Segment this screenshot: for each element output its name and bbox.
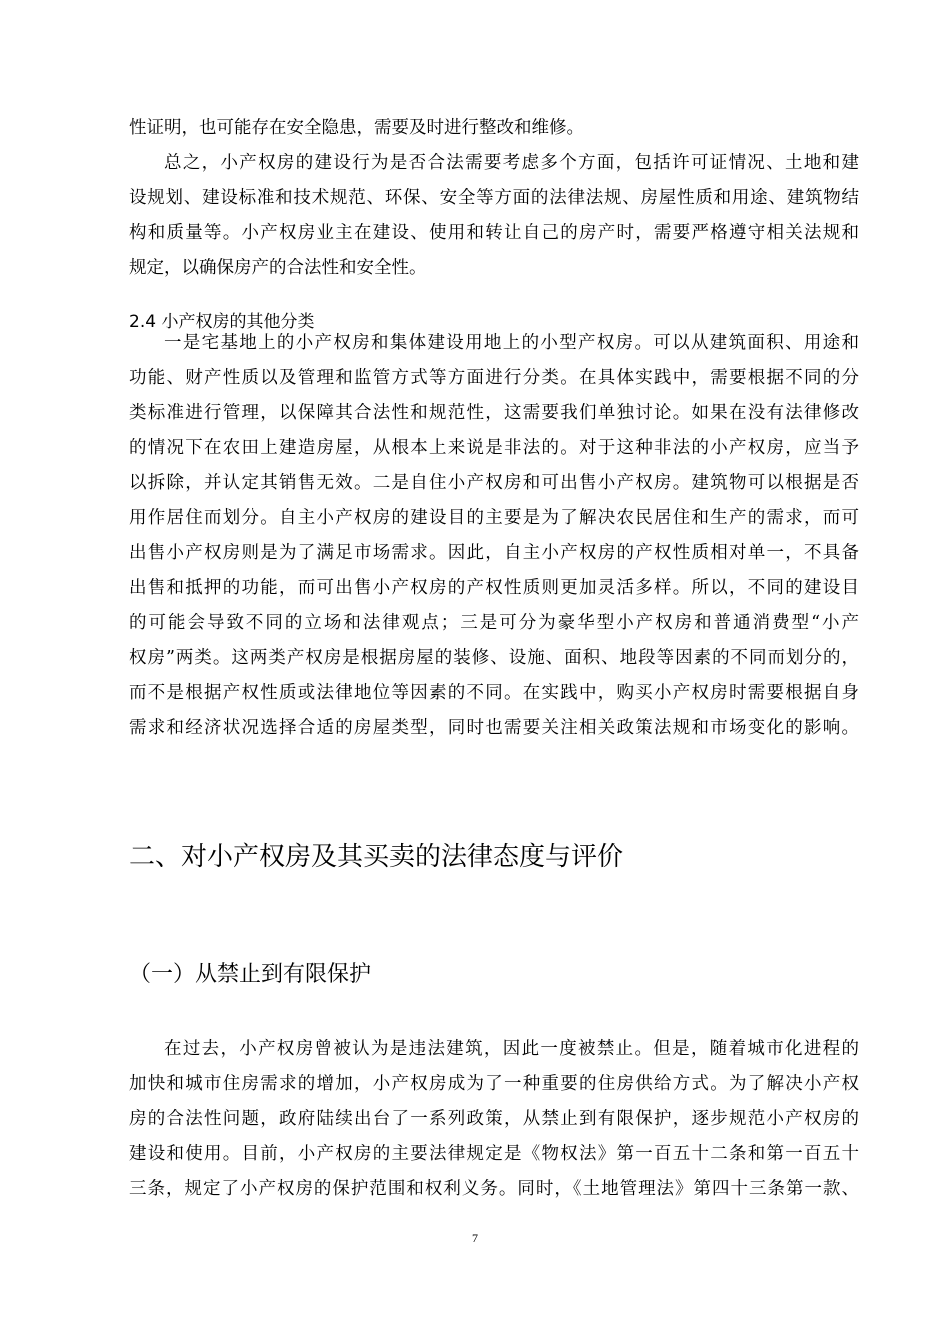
summary-line: 总之，小产权房的建设行为是否合法需要考虑多个方面，包括许可证情况、土地和建 bbox=[164, 153, 859, 173]
classification-line: 需求和经济状况选择合适的房屋类型，同时也需要关注相关政策法规和市场变化的影响。 bbox=[129, 718, 859, 738]
summary-line: 设规划、建设标准和技术规范、环保、安全等方面的法律法规、房屋性质和用途、建筑物结 bbox=[129, 188, 859, 208]
classification-line: 的可能会导致不同的立场和法律观点；三是可分为豪华型小产权房和普通消费型“小产 bbox=[129, 613, 859, 633]
classification-line: 功能、财产性质以及管理和监管方式等方面进行分类。在具体实践中，需要根据不同的分 bbox=[129, 368, 859, 388]
classification-line: 出售小产权房则是为了满足市场需求。因此，自主小产权房的产权性质相对单一，不具备 bbox=[129, 543, 859, 563]
chapter-heading: 二、对小产权房及其买卖的法律态度与评价 bbox=[129, 842, 624, 872]
classification-line: 以拆除，并认定其销售无效。二是自住小产权房和可出售小产权房。建筑物可以根据是否 bbox=[129, 473, 859, 493]
history-line: 建设和使用。目前，小产权房的主要法律规定是《物权法》第一百五十二条和第一百五十 bbox=[129, 1144, 859, 1164]
classification-line: 用作居住而划分。自主小产权房的建设目的主要是为了解决农民居住和生产的需求，而可 bbox=[129, 508, 859, 528]
history-line: 三条，规定了小产权房的保护范围和权利义务。同时，《土地管理法》第四十三条第一款、 bbox=[129, 1179, 859, 1199]
classification-line: 权房”两类。这两类产权房是根据房屋的装修、设施、面积、地段等因素的不同而划分的， bbox=[129, 648, 859, 668]
section-2-4-heading: 2.4 小产权房的其他分类 bbox=[129, 312, 315, 332]
classification-line: 出售和抵押的功能，而可出售小产权房的产权性质则更加灵活多样。所以，不同的建设目 bbox=[129, 578, 859, 598]
classification-line: 而不是根据产权性质或法律地位等因素的不同。在实践中，购买小产权房时需要根据自身 bbox=[129, 683, 859, 703]
history-line: 房的合法性问题，政府陆续出台了一系列政策，从禁止到有限保护，逐步规范小产权房的 bbox=[129, 1109, 859, 1129]
history-line: 加快和城市住房需求的增加，小产权房成为了一种重要的住房供给方式。为了解决小产权 bbox=[129, 1074, 859, 1094]
summary-line: 构和质量等。小产权房业主在建设、使用和转让自己的房产时，需要严格遵守相关法规和 bbox=[129, 223, 859, 243]
intro-tail-line: 性证明，也可能存在安全隐患，需要及时进行整改和维修。 bbox=[129, 118, 584, 138]
history-line: 在过去，小产权房曾被认为是违法建筑，因此一度被禁止。但是，随着城市化进程的 bbox=[164, 1039, 859, 1059]
summary-line: 规定，以确保房产的合法性和安全性。 bbox=[129, 258, 427, 278]
classification-line: 类标准进行管理，以保障其合法性和规范性，这需要我们单独讨论。如果在没有法律修改 bbox=[129, 403, 859, 423]
classification-line: 一是宅基地上的小产权房和集体建设用地上的小型产权房。可以从建筑面积、用途和 bbox=[164, 333, 859, 353]
page-number: 7 bbox=[472, 1231, 478, 1245]
classification-line: 的情况下在农田上建造房屋，从根本上来说是非法的。对于这种非法的小产权房，应当予 bbox=[129, 438, 859, 458]
subsection-heading: （一）从禁止到有限保护 bbox=[129, 962, 372, 987]
